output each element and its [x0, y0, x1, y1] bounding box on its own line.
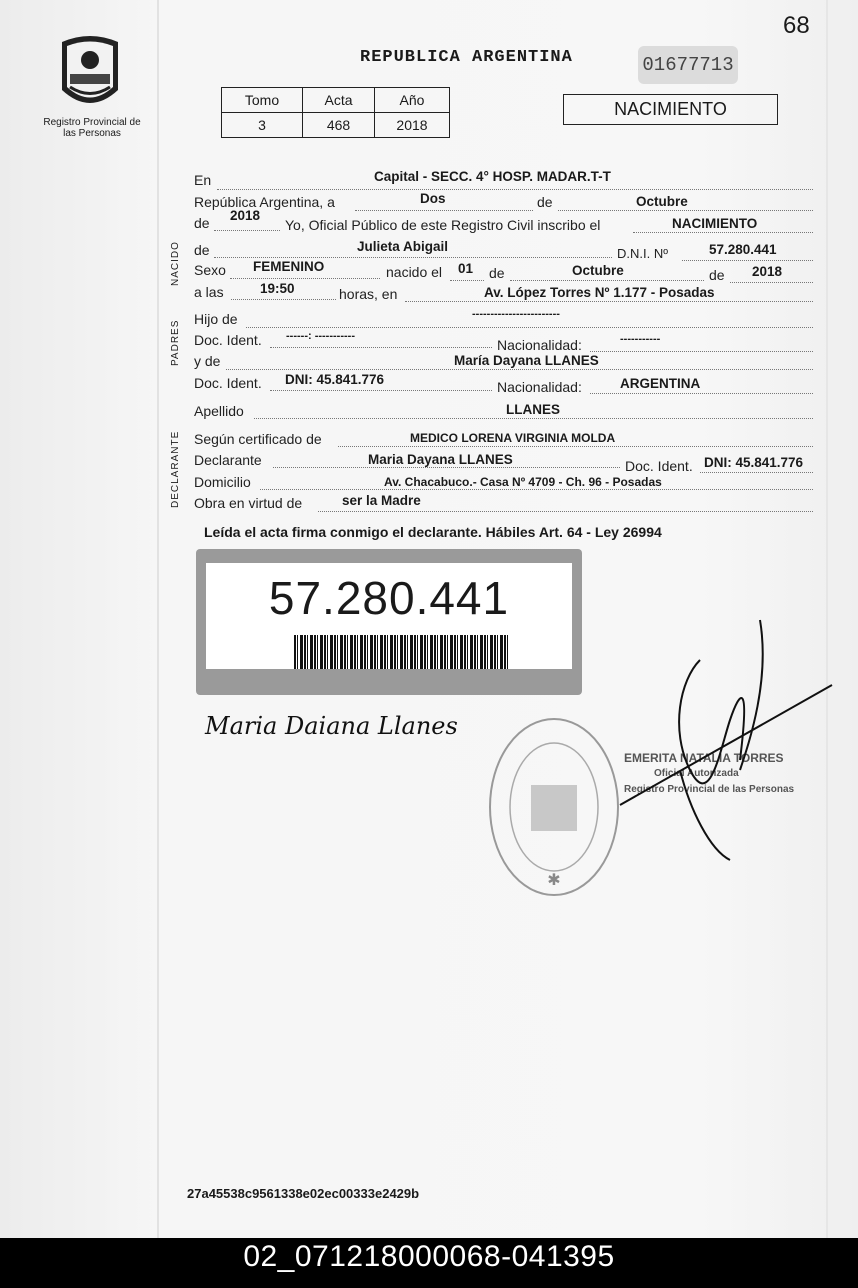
- label-segun: Según certificado de: [194, 431, 322, 447]
- label-oficial: Yo, Oficial Público de este Registro Civil inscribo el: [285, 217, 601, 233]
- label-domicilio: Domicilio: [194, 474, 251, 490]
- side-label-declarante: DECLARANTE: [170, 430, 181, 508]
- document-title: REPUBLICA ARGENTINA: [360, 48, 573, 67]
- dotted-line: [590, 393, 813, 394]
- label-nacionalidad: Nacionalidad:: [497, 337, 582, 353]
- official-org: Registro Provincial de las Personas: [624, 784, 795, 795]
- dni-label-card: [196, 549, 582, 695]
- value-nac-anio: 2018: [752, 264, 783, 279]
- page-number: 68: [783, 12, 810, 39]
- value-padre-doc: ------: -----------: [286, 330, 355, 342]
- label-doc-ident-declarante: Doc. Ident.: [625, 458, 693, 474]
- official-role: Oficial Autorizada: [654, 768, 739, 779]
- label-declarante: Declarante: [194, 452, 262, 468]
- value-domicilio: Av. Chacabuco.- Casa Nº 4709 - Ch. 96 - Posadas: [384, 475, 662, 489]
- dni-number: 57.280.441: [268, 572, 510, 624]
- dotted-line: [450, 280, 484, 281]
- label-a-las: a las: [194, 284, 224, 300]
- dotted-line: [246, 327, 813, 328]
- value-mes: Octubre: [636, 194, 688, 209]
- footer-id: 02_071218000068-041395: [243, 1240, 615, 1273]
- barcode-icon: [294, 635, 508, 669]
- label-de: de: [489, 265, 505, 281]
- dotted-line: [355, 210, 533, 211]
- declarant-signature: [205, 706, 505, 746]
- dotted-line: [254, 418, 813, 419]
- register-table: [221, 87, 450, 138]
- value-madre: María Dayana LLANES: [454, 353, 599, 368]
- act-type-box: NACIMIENTO: [563, 94, 778, 125]
- serial-stamp: 01677713: [638, 46, 738, 84]
- label-apellido: Apellido: [194, 403, 244, 419]
- official-signature-icon: [620, 620, 835, 870]
- label-de: de: [194, 215, 210, 231]
- official-name: EMERITA NATALIA TORRES: [624, 751, 784, 765]
- value-declarante: Maria Dayana LLANES: [368, 452, 513, 467]
- dotted-line: [270, 347, 492, 348]
- dotted-line: [700, 472, 813, 473]
- dotted-line: [510, 280, 704, 281]
- dotted-line: [230, 278, 380, 279]
- value-declarante-doc: DNI: 45.841.776: [704, 455, 804, 470]
- dotted-line: [338, 446, 813, 447]
- value-madre-nac: ARGENTINA: [620, 376, 701, 391]
- label-de: de: [537, 194, 553, 210]
- label-horas-en: horas, en: [339, 286, 398, 302]
- value-sexo: FEMENINO: [253, 259, 325, 274]
- label-de: de: [709, 267, 725, 283]
- dotted-line: [558, 210, 813, 211]
- dotted-line: [318, 511, 813, 512]
- svg-text:✱: ✱: [547, 872, 561, 889]
- register-cell: 468: [303, 113, 375, 138]
- official-seal-icon: [487, 715, 622, 900]
- value-dni: 57.280.441: [709, 242, 777, 257]
- value-nac-dia: 01: [458, 261, 474, 276]
- register-header: Año: [375, 88, 450, 113]
- provincial-shield-icon: [56, 32, 124, 116]
- side-label-nacido: NACIDO: [170, 241, 181, 286]
- register-header: Acta: [303, 88, 375, 113]
- value-hora: 19:50: [260, 281, 295, 296]
- page-fold: [157, 0, 159, 1238]
- dotted-line: [682, 260, 813, 261]
- label-dni: D.N.I. Nº: [617, 246, 668, 261]
- dotted-line: [217, 189, 813, 190]
- legal-text: Leída el acta firma conmigo el declarante. Hábiles Art. 64 - Ley 26994: [204, 524, 662, 540]
- dotted-line: [270, 390, 492, 391]
- register-cell: 3: [222, 113, 303, 138]
- value-padre-nac: -----------: [620, 333, 661, 345]
- label-en: En: [194, 172, 212, 188]
- value-padre: ------------------------: [472, 308, 560, 320]
- signature-text: Maria Daiana Llanes: [205, 712, 458, 740]
- page-edge: [826, 0, 828, 1238]
- dotted-line: [231, 299, 336, 300]
- value-certificado: MEDICO LORENA VIRGINIA MOLDA: [410, 431, 616, 445]
- dotted-line: [214, 230, 280, 231]
- dotted-line: [226, 369, 813, 370]
- label-doc-ident: Doc. Ident.: [194, 332, 262, 348]
- label-sexo: Sexo: [194, 262, 226, 278]
- dotted-line: [273, 467, 620, 468]
- value-obra: ser la Madre: [342, 493, 421, 508]
- value-apellido: LLANES: [506, 402, 560, 417]
- document-hash: 27a45538c9561338e02ec00333e2429b: [187, 1186, 420, 1201]
- value-madre-doc: DNI: 45.841.776: [285, 372, 385, 387]
- value-acto: NACIMIENTO: [672, 216, 758, 231]
- logo-caption: Registro Provincial de las Personas: [43, 117, 141, 139]
- register-header: Tomo: [222, 88, 303, 113]
- label-nacido-el: nacido el: [386, 264, 443, 280]
- label-republica: República Argentina, a: [194, 194, 335, 210]
- label-obra: Obra en virtud de: [194, 495, 303, 511]
- label-y-de: y de: [194, 353, 221, 369]
- dotted-line: [590, 351, 813, 352]
- value-nac-mes: Octubre: [572, 263, 624, 278]
- label-doc-ident: Doc. Ident.: [194, 375, 262, 391]
- dni-label-inner: [206, 563, 572, 669]
- label-nacionalidad: Nacionalidad:: [497, 379, 582, 395]
- value-lugar-nac: Av. López Torres Nº 1.177 - Posadas: [484, 285, 715, 300]
- label-de: de: [194, 242, 210, 258]
- dotted-line: [214, 257, 612, 258]
- register-cell: 2018: [375, 113, 450, 138]
- value-lugar: Capital - SECC. 4° HOSP. MADAR.T-T: [374, 169, 611, 184]
- side-label-padres: PADRES: [170, 319, 181, 366]
- dotted-line: [633, 232, 813, 233]
- value-dia: Dos: [420, 191, 446, 206]
- dotted-line: [260, 489, 813, 490]
- dotted-line: [405, 301, 813, 302]
- value-nombre: Julieta Abigail: [357, 239, 449, 254]
- value-anio: 2018: [230, 208, 261, 223]
- label-hijo-de: Hijo de: [194, 311, 238, 327]
- dotted-line: [730, 282, 813, 283]
